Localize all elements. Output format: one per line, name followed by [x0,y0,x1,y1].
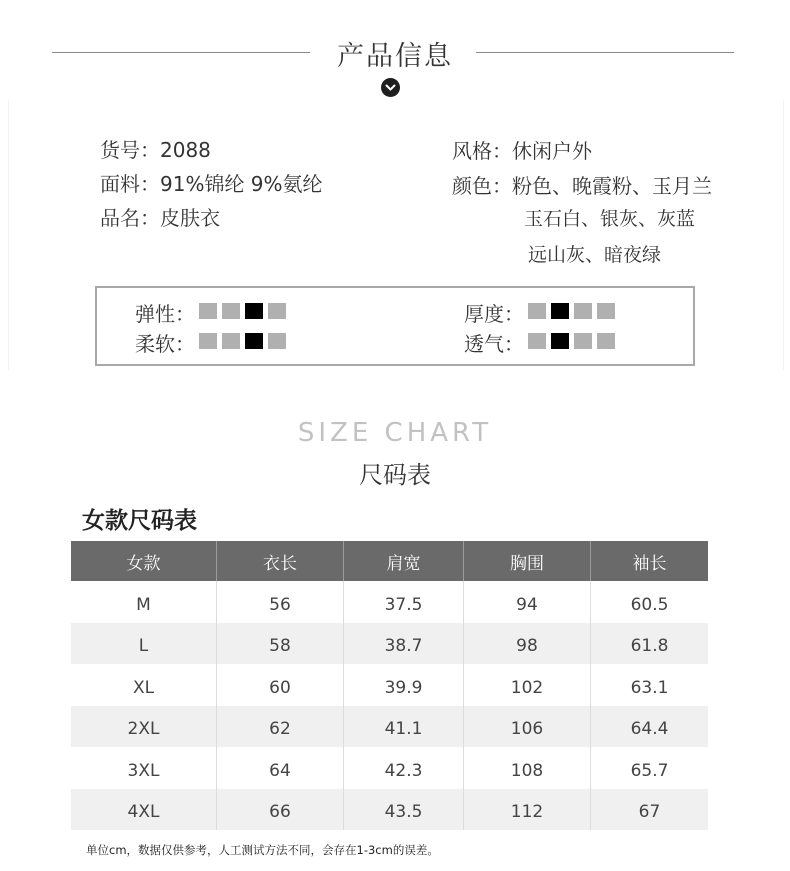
rating-square [597,303,615,319]
table-header-cell: 肩宽 [344,541,464,581]
product-name: 品名：皮肤衣 [100,206,220,230]
table-row [71,623,708,665]
measurement-note: 单位cm，数据仅供参考，人工测试方法不同，会存在1-3cm的误差。 [86,843,439,857]
rating-square [574,333,592,349]
table-cell: 64 [217,747,344,789]
table-cell: 38.7 [344,623,464,665]
table-header-cell: 胸围 [464,541,591,581]
table-header-cell: 女款 [71,541,217,581]
table-cell: 37.5 [344,581,464,623]
size-chart-heading-en: SIZE CHART [297,418,493,448]
rating-square-selected [245,333,263,349]
rating-square [597,333,615,349]
page-title: 产品信息 [337,41,453,72]
table-cell: 102 [464,664,591,706]
fabric: 面料：91%锦纶 9%氨纶 [100,172,323,196]
table-cell: 62 [217,706,344,748]
item-number: 货号：2088 [100,138,211,162]
rating-label-breathability: 透气： [464,332,524,356]
table-title: 女款尺码表 [82,508,197,534]
table-cell: 106 [464,706,591,748]
table-cell: XL [71,664,217,706]
color-list-line-3: 远山灰、暗夜绿 [528,244,662,266]
table-header-cell: 袖长 [632,553,667,574]
style: 风格：休闲户外 [452,139,592,163]
rating-square [528,333,546,349]
table-cell: 112 [464,789,591,831]
table-cell: L [71,623,217,665]
color-list-line-2: 玉石白、银灰、灰蓝 [524,208,696,230]
chevron-down-icon [381,78,400,97]
table-row [71,581,708,623]
table-cell: 58 [217,623,344,665]
table-row [71,747,708,789]
rating-square [222,303,240,319]
table-cell: 66 [217,789,344,831]
table-cell: 60 [217,664,344,706]
table-row [71,664,708,706]
table-row [71,789,708,831]
rating-square [199,333,217,349]
table-cell: 41.1 [344,706,464,748]
rating-square-selected [551,333,569,349]
table-cell: M [71,581,217,623]
rating-square [528,303,546,319]
color-list-line-1: 颜色：粉色、晚霞粉、玉月兰 [452,174,712,198]
table-cell: 4XL [71,789,217,831]
table-cell: 65.7 [630,760,669,781]
table-cell: 64.4 [630,719,669,740]
table-cell: 3XL [71,747,217,789]
table-body [71,581,708,830]
size-table [71,541,708,830]
size-chart-heading-cn: 尺码表 [359,461,431,489]
rating-square-selected [551,303,569,319]
table-cell: 108 [464,747,591,789]
table-header-cell: 衣长 [217,541,344,581]
rating-square-selected [245,303,263,319]
table-row [71,706,708,748]
table-cell: 60.5 [630,594,669,615]
rating-square [574,303,592,319]
table-cell: 61.8 [630,636,669,657]
table-cell: 2XL [71,706,217,748]
table-cell: 98 [464,623,591,665]
table-cell: 39.9 [344,664,464,706]
rating-square [222,333,240,349]
table-cell: 43.5 [344,789,464,831]
rating-label-elasticity: 弹性： [135,302,195,326]
table-cell: 63.1 [630,677,669,698]
table-cell: 56 [217,581,344,623]
rating-square [199,303,217,319]
rating-square [268,333,286,349]
table-header-row [71,541,708,581]
table-cell: 42.3 [344,747,464,789]
table-cell: 67 [638,802,661,823]
rating-label-thickness: 厚度： [464,302,524,326]
table-cell: 94 [464,581,591,623]
rating-square [268,303,286,319]
rating-label-softness: 柔软： [135,332,195,356]
